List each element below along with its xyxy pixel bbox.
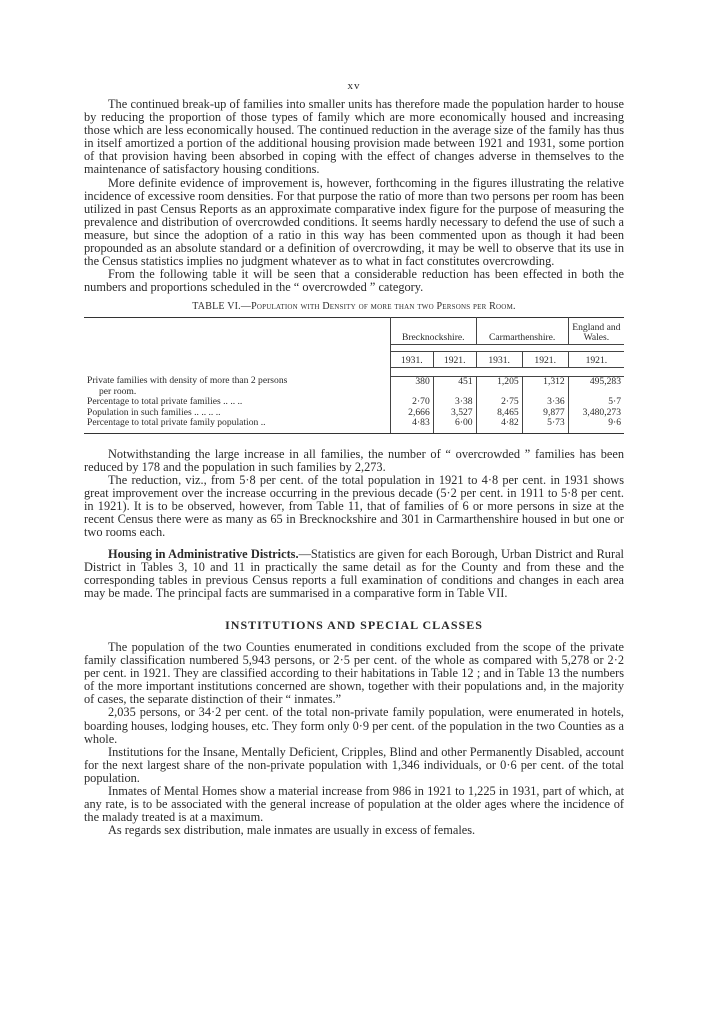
document-page: [84, 0, 624, 837]
paragraph: As regards sex distribution, male inmates are usually in excess of females.: [108, 823, 476, 838]
paragraph: From the following table it will be seen that a considerable reduction has been effected in both the numbers and proportions scheduled in the “ overcrowded ” category.: [84, 267, 624, 295]
header-carmarthenshire: Carmarthenshire.: [476, 318, 568, 345]
table-cell: 8,465: [476, 408, 522, 419]
paragraph: More definite evidence of improvement is, however, forthcoming in the figures illustrating the relative incidence of excessive room densities. For that purpose the ratio of more than two persons per room has been utilized in past Census Reports as an approximate comparative index figure for the purpose of measuring the prevalence and distribution of overcrowded conditions. It seems hardly necessary to defend the use of such a measure, but since the adoption of a ratio in this way has been commented upon as though it had been propounded as an absolute standard or a definition of overcrowding, it may be well to observe that its use in the Census statistics implies no judgment whatever as to what in fact constitutes overcrowding.: [84, 175, 624, 269]
row-label: Population in such families .. .. .. ..: [84, 408, 390, 419]
paragraph: The reduction, viz., from 5·8 per cent. of the total population in 1921 to 4·8 per cent. in 1931 shows great improvement over the increase occurring in the previous decade (5·2 per cent. in 1911 to 5·8 per cent. in 1921). It is to be observed, however, from Table 11, that of families of 6 or more persons in size at the recent Census there were as many as 65 in Brecknockshire and 301 in Carmarthenshire housed in but one or two rooms each.: [84, 473, 624, 540]
table-cell: 2,666: [390, 408, 433, 419]
table-cell: 9·6: [568, 418, 624, 433]
table-cell: 451: [433, 376, 476, 397]
table-cell: 3·38: [433, 397, 476, 408]
section-heading: INSTITUTIONS AND SPECIAL CLASSES: [225, 617, 483, 632]
admin-districts-heading: Housing in Administrative Districts.: [108, 546, 299, 561]
table-title-text: Population with Density of more than two Persons per Room.: [251, 301, 516, 313]
table-cell: 2·70: [390, 397, 433, 408]
overcrowding-table: [84, 317, 624, 434]
table-title: [84, 301, 624, 312]
paragraph: Notwithstanding the large increase in all families, the number of “ overcrowded ” families has been reduced by 178 and the population in such families by 2,273.: [84, 446, 624, 474]
year-header: 1921.: [433, 351, 476, 367]
table-cell: 3·36: [522, 397, 568, 408]
paragraph: Inmates of Mental Homes show a material increase from 986 in 1921 to 1,225 in 1931, part of which, at any rate, is to be associated with the general increase of population at the older ages where the incidence of the malady treated is at a maximum.: [84, 783, 624, 825]
header-brecknockshire: Brecknockshire.: [390, 318, 476, 345]
paragraph: 2,035 persons, or 34·2 per cent. of the total non-private family population, were enumerated in hotels, boarding houses, lodging houses, etc. They form only 0·9 per cent. of the population in the two Counties as a whole.: [84, 705, 624, 746]
table-cell: 4·83: [390, 418, 433, 433]
table-cell: 3,480,273: [582, 406, 621, 418]
admin-districts-paragraph: [84, 548, 624, 600]
table-cell: 3,527: [433, 408, 476, 419]
table-cell: 380: [390, 376, 433, 397]
row-label: Percentage to total private family population ..: [84, 418, 390, 433]
table-cell: 1,312: [522, 376, 568, 397]
year-header: 1921.: [585, 355, 608, 367]
row-label: Private families with density of more than 2 persons per room.: [84, 376, 390, 397]
year-header: 1921.: [522, 351, 568, 367]
table-cell: 2·75: [476, 397, 522, 408]
table-cell: 1,205: [476, 376, 522, 397]
page-number: xv: [347, 80, 361, 92]
header-england-wales: England and Wales.: [568, 318, 624, 345]
table-title-prefix: TABLE VI.—: [192, 301, 252, 313]
row-label: Percentage to total private families .. .. ..: [84, 397, 390, 408]
table-row: [84, 418, 624, 433]
paragraph: The continued break-up of families into smaller units has therefore made the population harder to house by reducing the proportion of those types of family which are more economically housed and increasing those which are less economically housed. The continued reduction in the average size of the family has thus in itself amortized a portion of the additional housing provision made between 1921 and 1931, some portion of that provision having been absorbed in coping with the effect of changes adverse in themselves to the maintenance of satisfactory housing conditions.: [84, 97, 624, 177]
year-header: 1931.: [390, 351, 433, 367]
table-cell: 6·00: [433, 418, 476, 433]
table-cell: 5·7: [608, 396, 621, 408]
year-header: 1931.: [476, 351, 522, 367]
table-row: [84, 376, 624, 397]
paragraph: Institutions for the Insane, Mentally Deficient, Cripples, Blind and other Permanently Disabled, account for the next largest share of the non-private population with 1,346 individuals, or 0·6 per cent. of the total population.: [84, 744, 624, 785]
table-cell: 495,283: [589, 375, 621, 387]
table-cell: 9,877: [522, 408, 568, 419]
admin-districts-text: —Statistics are given for each Borough, Urban District and Rural District in Tables 3, 10 and 11 in practically the same detail as for the County and from these and the corresponding tables in previous Census reports a full examination of conditions and changes in each area may be made. The principal facts are summarised in a comparative form in Table VII.: [84, 546, 624, 600]
table-cell: 5·73: [522, 418, 568, 433]
table-cell: 4·82: [476, 418, 522, 433]
paragraph: The population of the two Counties enumerated in conditions excluded from the scope of the private family classification numbered 5,943 persons, or 2·5 per cent. of the whole as compared with 5,278 or 2·2 per cent. in 1921. They are classified according to their habitations in Table 12 ; and in Table 13 the numbers of the more important institutions concerned are shown, together with their populations and, in the majority of cases, the separate distinction of their “ inmates.”: [84, 639, 624, 707]
